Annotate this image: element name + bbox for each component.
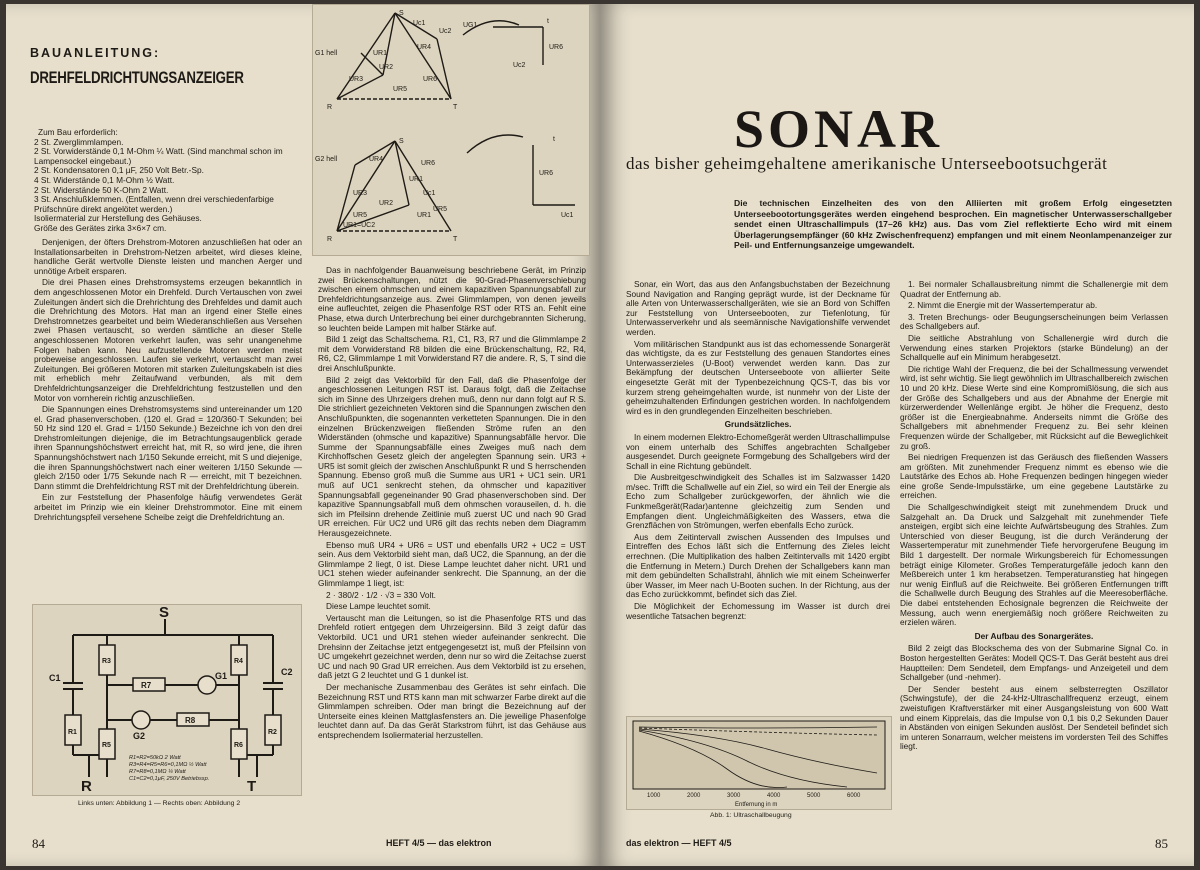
axis-tick: 3000 [727,793,741,799]
axis-tick: 6000 [847,793,861,799]
vector-label: Uc1 [423,190,436,197]
vector-label: R [327,104,333,111]
article-headline: DREHFELDRICHTUNGSANZEIGER [30,68,244,87]
parts-list-item: Zum Bau erforderlich: [38,127,118,137]
paragraph: Aus dem Zeitintervall zwischen Aussenden des Impulses und Eintreffen des Echos läßt sich die Entfernung des Zieles leicht errechnen. (Die Multiplikation des halben Zeitintervalls mit 1420 ergibt die Entfernung in Metern.) Durch Drehen der Schallgebers kann man mit dem gebündelten Schallstrahl, ähnlich wie mit einem Scheinwerfer über Wasser, im Meer nach U-Booten suchen. In der Richtung, aus der das Echo zurückkommt, befindet sich das Ziel. [626,531,890,600]
component-label: G1 [215,671,228,681]
vector-label: Uc1 [561,212,574,219]
paragraph: Ebenso muß UR4 + UR6 = UST und ebenfalls UR2 + UC2 = UST sein. Aus dem Vektorbild sieht man, daß UC2, die Spannung, an der die Glimmlampe 2 liegt, 0 ist. Diese Lampe leuchtet daher nicht. UR1 und UC1 stehen wieder aufeinander senkrecht. Die Spannung, an der die Glimmlampe 1 liegt, ist: [318,539,586,588]
vector-label: UR1 [373,50,388,57]
paragraph: Vom militärischen Standpunkt aus ist das echomessende Sonargerät das wichtigste, da es zur Feststellung des genauen Standortes eines Unterwasserzieles (U-Boot) verwendet werden kann. Das zur Bekämpfung der deutschen Unterseeboote von alliierter Seite eingesetzte Gerät mit der Typenbezeichnung QCS-T, das bis vor kurzem streng geheimgehalten wurde, ist nunmehr von der Liste der geheimzuhaltenden Erfindungen gestrichen worden. In nachfolgendem wird es in den grundlegenden Einzelheiten beschrieben. [626,338,890,416]
parts-list-item: 2 St. Zwerglimmlampen. [34,136,124,147]
article-title: SONAR [734,99,944,159]
right-column-text [900,280,1168,754]
component-legend-line: R1=R2=50kΩ 2 Watt [129,755,181,761]
component-label: C2 [281,667,293,677]
terminal-label: R [81,778,92,795]
terminal-label: T [247,778,257,795]
paragraph: Der Sender besteht aus einem selbsterregten Oszillator (Schwingstufe), der die 24-kHz-Ultraschallfrequenz erzeugt, einem zweistufigen Kraftverstärker mit einer Ausgangsleistung von 600 Watt und einem Kipprelais, das die Impulse von 0,1 bis 0,2 Sekunden Dauer in Abständen von einigen Sekunden auslöst. Der Sendeteil befindet sich im unteren Sonarraum, welcher meistens im vordersten Teil des Schiffes liegt. [900,683,1168,752]
vector-label: UR5 [393,86,408,93]
vector-label: G1 hell [315,50,338,57]
paragraph: Bild 2 zeigt das Blockschema des von der Submarine Signal Co. in Boston hergestellten Gerätes: Modell QCS-T. Das Gerät besteht aus drei Hauptteilen: Dem Sendeteil, dem Empfangs- und Anzeigeteil und dem Schallgeber (und -nehmer). [900,643,1168,683]
component-label: R4 [234,658,243,665]
vector-label: UG1 [463,22,478,29]
parts-list-item: Isoliermaterial zur Herstellung des Gehäuses. [34,213,202,224]
beam-bending-figure [626,716,892,810]
axis-tick: 4000 [767,793,781,799]
component-label: G2 [133,731,146,741]
parts-list [34,128,300,234]
component-legend-line: C1=C2=0,1µF, 250V Betriebssp. [129,776,210,782]
kicker: BAUANLEITUNG: [30,46,161,60]
component-label: R1 [68,729,77,736]
vector-label: UR6 [549,44,564,51]
parts-list-item: 2 St. Widerstände 50 K-Ohm 2 Watt. [34,184,169,195]
component-label: R5 [102,742,111,749]
left-page [6,4,600,866]
vector-label: S [399,138,404,145]
section-heading: Der Aufbau des Sonargerätes. [974,630,1094,641]
paragraph: Die Schallgeschwindigkeit steigt mit zunehmendem Druck und Salzgehalt an. Da Druck und Salzgehalt mit zunehmender Tiefe ansteigen, ergibt sich eine leichte Aufwärtsbeugung des Strahles. Zum Unterschied von dieser Beugung, ist die durch Veränderung der Wassertemperatur mit zunehmender Tiefe hervorgerufene Beugung im Bild 1 dargestellt. Der normale Wirkungsbereich für Echomessungen beträgt einige Kilometer. Großes Temperaturgefälle jedoch kann den Meßbereich unter 1 km herabsetzen. Temperaturanstieg hat hingegen nur wenig Einfluß auf die Reichweite. Bei größeren Entfernungen trifft die Schallwelle durch Beugung des Strahles auf die Meeresoberfläche. Die dabei entstehenden Echosignale begrenzen die Reichweite der Messung, auch wenn energiemäßig noch größere Reichweiten zu erzielen wären. [900,502,1168,628]
vector-label: Uc2 [439,28,452,35]
terminal-label: S [159,605,170,621]
parts-list-item: 3 St. Anschlußklemmen. (Entfallen, wenn drei verschiedenfarbige Prüfschnüre direkt angelötet werden.) [34,194,274,214]
paragraph: Die Möglichkeit der Echomessung im Wasser ist durch drei wesentliche Tatsachen begrenzt: [626,601,890,621]
vector-label: UR3 [349,76,364,83]
left-column-text [34,238,302,524]
vector-label: UR2 [379,200,394,207]
paragraph: Vertauscht man die Leitungen, so ist die Phasenfolge RTS und das Drehfeld rotiert entgegen dem Uhrzeigersinn. Bild 3 zeigt dafür das Vektorbild. UC1 und UR1 stehen wieder aufeinander senkrecht. Die Drehsinn der Zeitachse jetzt entgegengesetzt ist, muß der Pfeilsinn von UC umgekehrt gezeichnet werden, denn nur so wird die Zeitachse zuerst UC und nach 90 Grad UR erreichen. Aus dem Vektorbild ist zu ersehen, daß jetzt G 2 leuchtet und G 1 dunkel ist. [318,612,586,681]
paragraph: Sonar, ein Wort, das aus den Anfangsbuchstaben der Bezeichnung Sound Navigation and Ranging geprägt wurde, ist der Deckname für alle Arten von Unterwasserschallgeräten, wie sie an Bord von Schiffen zur Feststellung von Unterseebooten, zur Tiefenlotung, für Unterwasserverkehr und als seemännische Navigationshilfe verwendet werden. [626,279,890,337]
vector-label: UR6 [423,76,438,83]
circuit-schematic [33,605,301,795]
parts-list-item: Größe des Gerätes zirka 3×6×7 cm. [34,222,167,233]
vector-label: UR4 [417,44,432,51]
vector-label: UR5 [433,206,448,213]
beam-bending-diagram [627,717,891,809]
paragraph: Bei niedrigen Frequenzen ist das Geräusch des fließenden Wassers am größten. Mit zunehmender Frequenz nimmt es ebenso wie die Lautstärke des Echos ab. Hohe Frequenzen bedingen hingegen wieder eine große Sende-Impulsstärke, um eine gegebene Lautstärke zu erreichen. [900,452,1168,501]
vector-diagram-figure [312,4,590,256]
vector-label: UR4 [369,156,384,163]
axis-tick: 2000 [687,793,701,799]
vector-label: T [453,104,458,111]
paragraph: 3. Treten Brechungs- oder Beugungserscheinungen beim Verlassen des Schallgebers auf. [900,311,1168,332]
paragraph: Bild 2 zeigt das Vektorbild für den Fall, daß die Phasenfolge der angeschlossenen Leitungen RST ist. Daraus folgt, daß die Zeitachse sich im Sinne des Uhrzeigers drehen muß, denn nur dann folgt auf R S. Die strichliert gezeichneten Vektoren sind die Spannungen zwischen den Anschlußpunkten, die sogenannten verketteten Spannungen. Die in den einzelnen Brückenzweigen fließenden Ströme rufen an den Widerständen (ohmsche und kapazitive) Spannungsabfälle hervor. Die Summe der Spannungsabfälle eines Zweiges muß nach dem Kirchhoffschen Gesetz gleich der angelegten Spannung sein. UR3 + UR5 ist somit gleich der zwischen Anschlußpunkt R und S herrschenden Spannung. Ebenso groß muß die Summe aus UR1 + UC1 sein. UR1 muß auf UC1 senkrecht stehen, da ohmscher und kapazitiver Spannungsabfall gegeneinander 90 Grad phasenverschoben sind. Der kapazitive Spannungsabfall muß dem ohmschen vorauseilen, d. h. die sich im Pfeilsinn drehende Zeitlinie muß zuerst UC und nach 90 Grad UR erreichen. Für UC2 und UR6 gilt das rechts neben dem Diagramm Herausgezeichnete. [318,374,586,539]
axis-tick: 5000 [807,793,821,799]
component-label: R2 [268,729,277,736]
component-label: R7 [141,681,152,690]
article-subtitle: das bisher geheimgehaltene amerikanische Unterseebootsuchgerät [626,154,1108,173]
paragraph: 2. Nimmt die Energie mit der Wassertemperatur ab. [908,300,1098,311]
vector-label: UR1=UC2 [343,222,376,229]
vector-label: t [553,136,555,143]
vector-label: UR6 [421,160,436,167]
page-footer: HEFT 4/5 — das elektron [386,838,492,848]
article-intro: Die technischen Einzelheiten des von den Alliierten mit großem Erfolg eingesetzten Unterseebootortungsgerätes werden eingehend besprochen. Ein magnetischer Unterwasserschallgeber sendet einen Ultraschallimpuls (17–26 kHz) aus. Das vom Ziel reflektierte Echo wird mit einem Überlagerungsempfänger (60 kHz Zwischenfrequenz) empfangen und mit einem Neonlampenanzeiger zur Peil- und Entfernungsanzeige umgewandelt. [734,198,1172,251]
vector-label: UR5 [353,212,368,219]
vector-label: Uc2 [513,62,526,69]
paragraph: Der mechanische Zusammenbau des Gerätes ist sehr einfach. Die Bezeichnung RST und RTS kann man mit schwarzer Farbe direkt auf die Glimmlampen schreiben. Oder man bringt die Bezeichnung auf der Unterseite eines kleinen Mattglasfensters an. Die jeweilige Phasenfolge leuchtet dann auf. Da das Gerät Starkstrom führt, ist das Gehäuse aus entsprechendem Isoliermaterial herzustellen. [318,681,586,740]
vector-diagram [313,5,589,255]
paragraph: Die Ausbreitgeschwindigkeit des Schalles ist im Salzwasser 1420 m/sec. Trifft die Schallwelle auf ein Ziel, so wird ein Teil der Energie als Echo zum Schallgeber zurückgeworfen, der ähnlich wie die Funkmeßgerät(Radar)antenne gleichzeitig zum Senden und Empfangen dient. Ungleichmäßigkeiten des Wassers, etwa die Grenzflächen von Strömungen, werfen ebenfalls Echo zurück. [626,472,890,531]
vector-label: T [453,236,458,243]
magazine-spread [6,4,1194,866]
paragraph: Die drei Phasen eines Drehstromsystems erzeugen bekanntlich in dem angeschlossenen Motor ein Drehfeld. Durch Vertauschen von zwei Zuleitungen ändert sich die Drehrichtung des Drehfeldes und damit auch die Drehrichtung des Motors. Hat man an irgend einer Stelle eines Drehstromnetzes gearbeitet und beim Wiederanschließen aus Versehen zwei Phasen vertauscht, so werden sämtliche an dieser Stelle angeschlossenen Motoren verkehrt laufen, was sehr unangenehme Folgen haben kann. Neu aufzustellende Motoren werden meist probeweise angeschlossen. Laufen sie verkehrt, vertauscht man zwei Zuleitungen. Bei größeren Motoren mit starken Zuleitungskabeln ist dies mit erheblich mehr Zeitaufwand verbunden, als mit dem Drehfeldrichtungsanzeiger die Drehfeldrichtung festzustellen und den Motor von vornherein richtig anzuschließen. [34,277,302,403]
right-page [600,4,1194,866]
page-footer: das elektron — HEFT 4/5 [626,838,732,848]
vector-label: S [399,10,404,17]
component-label: R8 [185,716,196,725]
component-legend-line: R3=R4=R5=R6=0,1MΩ ½ Watt [129,762,207,768]
left-column-text [626,280,890,623]
paragraph: Bild 1 zeigt das Schaltschema. R1, C1, R3, R7 und die Glimmlampe 2 mit dem Vorwiderstand R8 bilden die eine Brückenschaltung, R2, R4, R6, C2, Glimmlampe 1 mit Vorwiderstand R7 die andere. R, S, T sind die drei Anschlußpunkte. [318,334,586,373]
component-label: C1 [49,673,61,683]
right-column-text [318,266,586,743]
axis-tick: 1000 [647,793,661,799]
vector-label: UR3 [353,190,368,197]
vector-label: Uc1 [413,20,426,27]
parts-list-item: 2 St. Kondensatoren 0,1 µF, 250 Volt Betr.-Sp. [34,165,204,176]
figure-caption: Links unten: Abbildung 1 — Rechts oben: Abbildung 2 [78,800,241,807]
component-label: R6 [234,742,243,749]
axis-label: Entfernung in m [735,802,778,808]
vector-label: UR1 [409,176,424,183]
vector-label: R [327,236,333,243]
paragraph: Denjenigen, der öfters Drehstrom-Motoren anzuschließen hat oder an Installationsarbeiten in Drehstrom-Netzen arbeitet, wird dieses kleine, handliche Gerät wertvolle Dienste leisten und manchen Aerger und unnötige Arbeit ersparen. [34,237,302,276]
circuit-schematic-figure [32,604,302,796]
vector-label: G2 hell [315,156,338,163]
component-legend-line: R7=R8=0,1MΩ ¼ Watt [129,769,186,775]
vector-label: t [547,18,549,25]
vector-label: UR1 [417,212,432,219]
vector-label: UR2 [379,64,394,71]
paragraph: 1. Bei normaler Schallausbreitung nimmt die Schallenergie mit dem Quadrat der Entfernung ab. [900,279,1168,299]
vector-label: UR6 [539,170,554,177]
paragraph: Das in nachfolgender Bauanweisung beschriebene Gerät, im Prinzip zwei Brückenschaltungen, nützt die 90-Grad-Phasenverschiebung zwischen einem ohmschen und einem kapazitiven Spannungsabfall zur Drehfeldrichtungsanzeige aus. Zwei Glimmlampen, von denen jeweils eine aufleuchtet, zeigen die Phasenfolge RST oder RTS an. Fehlt eine Phase, etwa durch Unterbrechung bei einer durchgebrannten Sicherung, so leuchten beide Lampen mit halber Stärke auf. [318,265,586,333]
paragraph: Diese Lampe leuchtet somit. [326,601,431,612]
figure-caption: Abb. 1: Ultraschallbeugung [710,812,792,819]
paragraph: In einem modernen Elektro-Echomeßgerät werden Ultraschallimpulse von einem unterhalb des Schiffes angebrachten Schallgeber ausgesendet. Durch geeignete Formgebung des Schallgebers wird der Schall in eine Richtung gebündelt. [626,431,890,471]
paragraph: Ein zur Feststellung der Phasenfolge häufig verwendetes Gerät arbeitet im Prinzip wie ein kleiner Drehstrommotor. Eine mit einem Drehrichtungspfeil versehene Scheibe zeigt die Drehfeldrichtung an. [34,492,302,522]
page-number: 85 [1155,836,1168,851]
parts-list-item: 4 St. Widerstände 0,1 M-Ohm ½ Watt. [34,174,175,185]
parts-list-item: 2 St. Vorwiderstände 0,1 M-Ohm ¼ Watt. (Sind manchmal schon im Lampensockel eingebaut.) [34,146,283,166]
page-number: 84 [32,836,45,851]
section-heading: Grundsätzliches. [724,419,792,430]
paragraph: Die Spannungen eines Drehstromsystems sind untereinander um 120 el. Grad phasenverschoben. (120 el. Grad = 120/360·T Sekunden; bei 50 Hz sind 120 el. Grad = 1/150 Sekunde.) Bezeichne ich von den drei Drehstromleitungen diejenige, die im Betrachtungsaugenblick gerade ihren Spannungshöchstwert erreicht hat, mit R, so wird jene, die ihren Spannungshöchstwert nach 1/150 Sekunde erreicht, mit S und diejenige, die ihren Spannungshöchstwert nach einer weiteren 1/150 Sekunde — gleich 2/150 oder 1/75 Sekunde nach R — erreicht, mit T bezeichnen. Dann stimmt die Drehfeldrichtung RST mit der Drehfeldrichtung überein. [34,404,302,491]
component-label: R3 [102,658,111,665]
paragraph: Die richtige Wahl der Frequenz, die bei der Schallmessung verwendet wird, ist sehr wichtig. Sie liegt gewöhnlich im Ultraschallbereich zwischen 10 und 20 kHz. Diese Werte sind eine Kompromißlösung, die sich aus der Größe des Schallgebers und aus der Abnahme der Energie mit kürzerwerdender Wellenlänge ergibt. Je höher die Frequenz, desto größer ist die Energieabnahme. Anderseits nimmt die Größe des Schallgebers mit abnehmender Frequenz zu. Bei sehr kleinen Frequenzen würde der Schallgeber, mit Rücksicht auf die Beweglichkeit zu groß. [900,363,1168,451]
paragraph: Die seitliche Abstrahlung von Schallenergie wird durch die Verwendung eines starken Projektors (starke Bündelung) an der Schallquelle auf ein Minimum herabgesetzt. [900,332,1168,363]
formula: 2 · 380/2 · 1/2 · √3 = 330 Volt. [326,589,436,600]
